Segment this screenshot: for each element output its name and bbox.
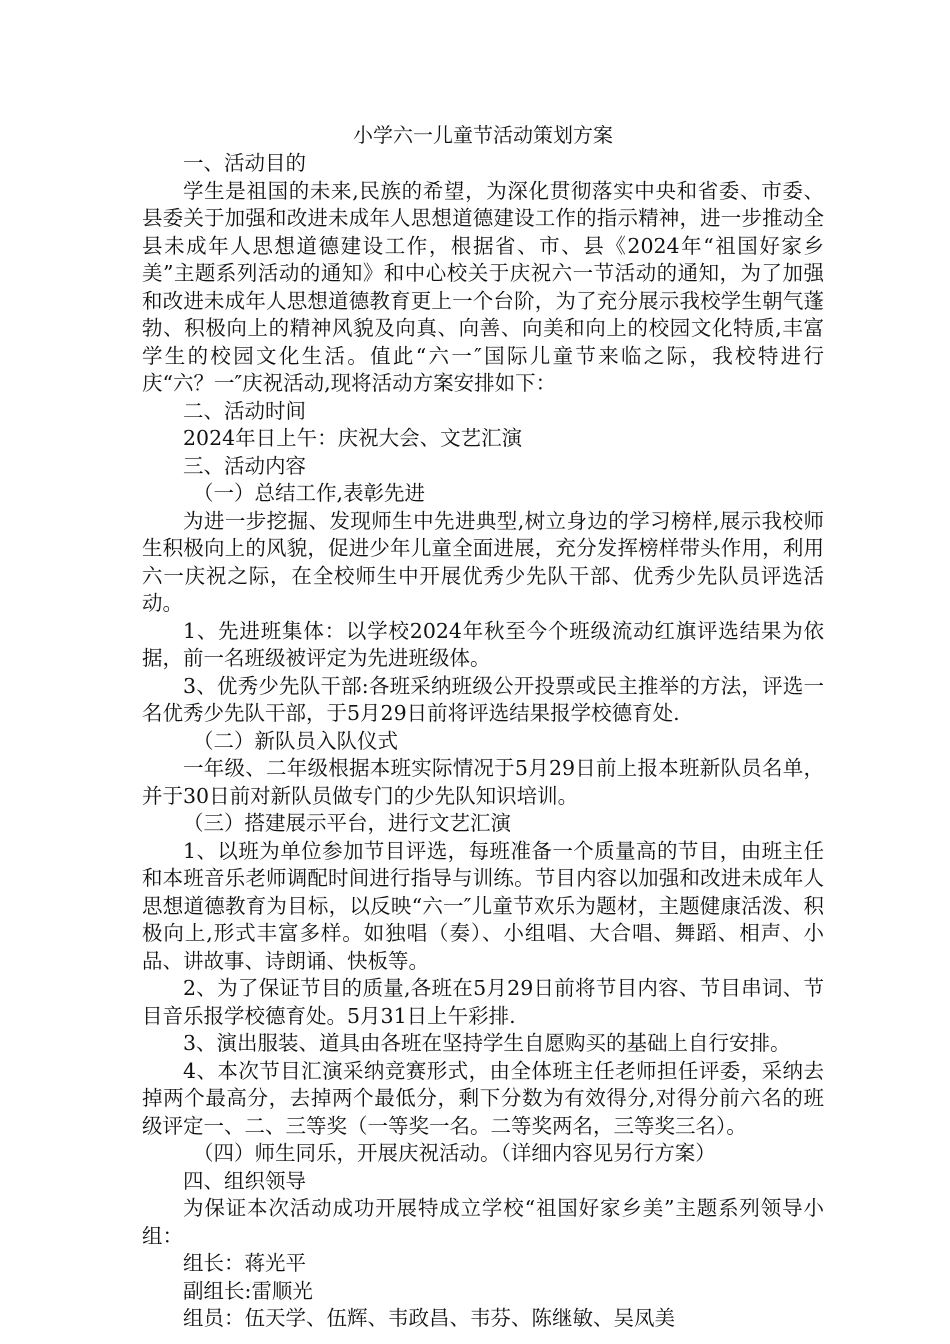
section-heading-content: 三、活动内容 [183, 453, 306, 478]
paragraph-leadership: 为保证本次活动成功开展特成立学校“祖国好家乡美”主题系列领导小组： [142, 1196, 824, 1248]
document-page [142, 120, 824, 1333]
subsection-heading-1: （一）总结工作,表彰先进 [193, 481, 426, 505]
deputy-leader-line: 副组长:雷顺光 [183, 1278, 313, 1303]
section-heading-time: 二、活动时间 [183, 398, 306, 423]
list-item-advanced-class: 1、先进班集体：以学校2024年秋至今个班级流动红旗评选结果为依据，前一名班级被评定为先进班级体。 [142, 618, 824, 670]
document-body [142, 150, 824, 1333]
list-item-program-quality: 2、为了保证节目的质量,各班在5月29日前将节目内容、节目串词、节目音乐报学校德育处。5月31日上午彩排. [142, 976, 824, 1028]
list-item-program-selection: 1、以班为单位参加节目评选，每班准备一个质量高的节目，由班主任和本班音乐老师调配时间进行指导与训练。节目内容以加强和改进未成年人思想道德教育为目标，以反映“六一″儿童节欢乐为题材，主题健康活泼、积极向上,形式丰富多样。如独唱（奏）、小组唱、大合唱、舞蹈、相声、小品、讲故事、诗朗诵、快板等。 [142, 838, 824, 973]
subsection-heading-3: （三）搭建展示平台，进行文艺汇演 [183, 811, 511, 835]
section-heading-leadership: 四、组织领导 [183, 1168, 306, 1193]
list-item-excellent-cadre: 3、优秀少先队干部:各班采纳班级公开投票或民主推举的方法，评选一名优秀少先队干部，于5月29日前将评选结果报学校德育处. [142, 673, 824, 725]
members-line: 组员：伍天学、伍辉、韦政昌、韦芬、陈继敏、吴凤美 [183, 1306, 675, 1330]
leader-line: 组长：蒋光平 [183, 1251, 306, 1275]
list-item-competition: 4、本次节目汇演采纳竞赛形式，由全体班主任老师担任评委，采纳去掉两个最高分，去掉两个最低分，剩下分数为有效得分,对得分前六名的班级评定一、二、三等奖（一等奖一名。二等奖两名，三等奖三名）。 [142, 1058, 824, 1138]
section-heading-purpose: 一、活动目的 [183, 151, 306, 175]
subsection-heading-4: （四）师生同乐，开展庆祝活动。（详细内容见另行方案） [193, 1141, 716, 1165]
paragraph-commendation: 为进一步挖掘、发现师生中先进典型,树立身边的学习榜样,展示我校师生积极向上的风貌，促进少年儿童全面进展，充分发挥榜样带头作用，利用六一庆祝之际，在全校师生中开展优秀少先队干部、优秀少先队员评选活动。 [142, 508, 824, 615]
list-item-costumes: 3、演出服装、道具由各班在坚持学生自愿购买的基础上自行安排。 [183, 1031, 791, 1055]
paragraph-purpose: 学生是祖国的未来,民族的希望，为深化贯彻落实中央和省委、市委、县委关于加强和改进未成年人思想道德建设工作的指示精神，进一步推动全县未成年人思想道德建设工作，根据省、市、县《2024年“祖国好家乡美”主题系列活动的通知》和中心校关于庆祝六一节活动的通知，为了加强和改进未成年人思想道德教育更上一个台阶，为了充分展示我校学生朝气蓬勃、积极向上的精神风貌及向真、向善、向美和向上的校园文化特质,丰富学生的校园文化生活。值此“六一″国际儿童节来临之际，我校特进行庆“六？一″庆祝活动,现将活动方案安排如下： [142, 178, 824, 395]
subsection-heading-2: （二）新队员入队仪式 [193, 728, 398, 753]
document-title: 小学六一儿童节活动策划方案 [353, 123, 613, 147]
activity-time-line: 2024年日上午：庆祝大会、文艺汇演 [183, 426, 523, 450]
paragraph-new-members: 一年级、二年级根据本班实际情况于5月29日前上报本班新队员名单，并于30日前对新队员做专门的少先队知识培训。 [142, 756, 824, 808]
